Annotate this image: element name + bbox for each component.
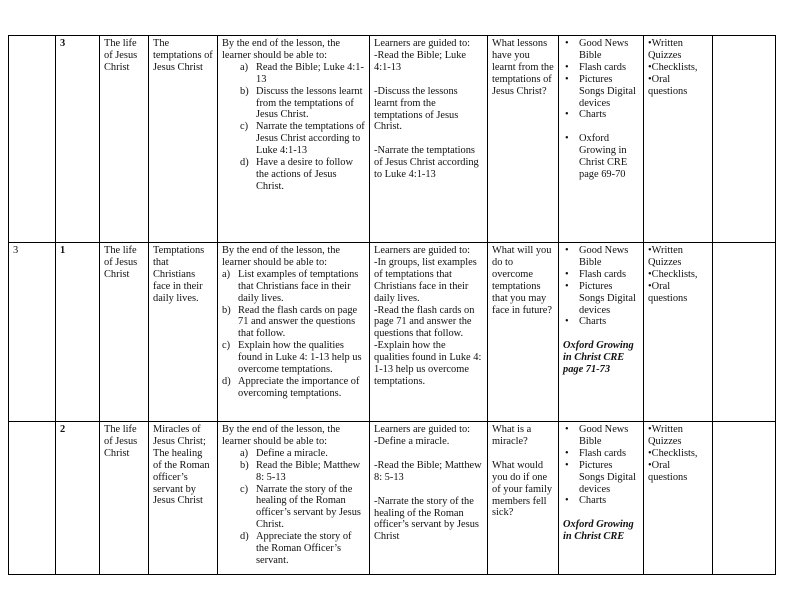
assessment-cell xyxy=(644,422,713,575)
resource-text: Charts xyxy=(579,109,607,121)
objective-text: Define a miracle. xyxy=(256,447,328,459)
bullet-icon: • xyxy=(565,38,569,49)
experience-line: Learners are guided to: xyxy=(374,424,471,435)
objective-text: Read the Bible; Luke 4:1-13 xyxy=(256,61,364,85)
objective-label: a) xyxy=(240,447,249,459)
objective-text: Discuss the lessons learnt from the temptations of Jesus Christ. xyxy=(256,85,363,121)
inquiry-line: What lessons have you learnt from the temptations of Jesus Christ? xyxy=(492,38,554,97)
resources-cell xyxy=(559,422,644,575)
learning-experiences-cell xyxy=(370,422,488,575)
resource-text: Flash cards xyxy=(579,61,627,73)
bullet-icon: • xyxy=(565,109,569,121)
bullet-icon: • xyxy=(565,316,569,328)
remarks-cell xyxy=(713,243,776,422)
resource-book: Oxford Growing in Christ CRE xyxy=(563,519,634,543)
objective-label: a) xyxy=(240,61,249,73)
bullet-icon: • xyxy=(565,133,569,145)
assessment-cell xyxy=(644,36,713,243)
strand-cell: The life of Jesus Christ xyxy=(100,422,149,575)
resource-item xyxy=(563,495,639,507)
experience-line: -Read the Bible; Matthew 8: 5-13 xyxy=(374,459,482,483)
inquiry-question-cell xyxy=(488,243,559,422)
resource-item xyxy=(563,316,639,328)
objective-label: a) xyxy=(222,268,231,280)
objective-text: List examples of temptations that Christians face in their daily lives. xyxy=(238,268,359,304)
objective-item xyxy=(240,121,365,157)
resource-text: Oxford Growing in Christ CRE page 69-70 xyxy=(579,133,628,181)
resource-text: Pictures Songs Digital devices xyxy=(579,280,636,316)
inquiry-line: What would you do if one of your family members fell sick? xyxy=(492,459,553,519)
resource-item xyxy=(563,38,639,62)
objectives-intro: By the end of the lesson, the learner should be able to: xyxy=(222,424,341,447)
objective-label: d) xyxy=(222,375,231,387)
bullet-icon: • xyxy=(565,245,569,256)
objective-item xyxy=(240,62,365,86)
bullet-icon: • xyxy=(565,268,569,280)
objectives-list xyxy=(222,448,365,567)
experience-line: Learners are guided to: xyxy=(374,245,471,256)
objective-item xyxy=(222,340,365,376)
lesson-cell: 2 xyxy=(56,422,100,575)
resource-item xyxy=(563,424,639,448)
objectives-list xyxy=(222,62,365,193)
objective-item xyxy=(240,86,365,122)
objective-item xyxy=(222,269,365,305)
remarks-cell xyxy=(713,36,776,243)
objectives-intro: By the end of the lesson, the learner should be able to: xyxy=(222,245,341,268)
resource-item xyxy=(563,269,639,281)
assessment-item: •Checklists, xyxy=(648,447,698,459)
objective-label: d) xyxy=(240,531,249,543)
spacer xyxy=(492,448,554,460)
spacer xyxy=(563,507,639,519)
spacer xyxy=(374,133,483,145)
bullet-icon: • xyxy=(565,459,569,471)
resource-item xyxy=(563,460,639,496)
resource-text: Flash cards xyxy=(579,447,627,459)
resource-item xyxy=(563,109,639,121)
experience-line: -Read the Bible; Luke 4:1-13 xyxy=(374,49,467,73)
objective-label: b) xyxy=(222,304,231,316)
remarks-cell xyxy=(713,422,776,575)
objectives-cell xyxy=(218,36,370,243)
assessment-item: •Checklists, xyxy=(648,61,698,73)
objective-label: c) xyxy=(240,121,249,133)
spacer xyxy=(374,448,483,460)
objectives-intro: By the end of the lesson, the learner should be able to: xyxy=(222,38,341,61)
lesson-cell: 3 xyxy=(56,36,100,243)
experience-line: -Read the flash cards on page 71 and answer the questions that follow. xyxy=(374,304,475,340)
resource-book: Oxford Growing in Christ CRE page 71-73 xyxy=(563,340,634,376)
sub-strand-cell: The temptations of Jesus Christ xyxy=(149,36,218,243)
spacer xyxy=(374,74,483,86)
objectives-cell xyxy=(218,422,370,575)
learning-experiences-cell xyxy=(370,243,488,422)
bullet-icon: • xyxy=(565,61,569,73)
objective-text: Explain how the qualities found in Luke 4: 1-13 help us overcome temptations. xyxy=(238,340,362,376)
spacer xyxy=(563,121,639,133)
experience-line: -Explain how the qualities found in Luke 4: 1-13 help us overcome temptations. xyxy=(374,340,482,387)
sub-strand-cell: Miracles of Jesus Christ; The healing of the Roman officer’s servant by Jesus Christ xyxy=(149,422,218,575)
week-cell xyxy=(9,422,56,575)
experience-line: -Narrate the story of the healing of the Roman officer’s servant by Jesus Christ xyxy=(374,495,479,543)
lesson-cell: 1 xyxy=(56,243,100,422)
objective-label: c) xyxy=(222,340,231,352)
resource-text: Good News Bible xyxy=(579,38,629,61)
objective-item xyxy=(240,460,365,484)
week-cell xyxy=(9,36,56,243)
resource-text: Good News Bible xyxy=(579,424,629,447)
spacer xyxy=(374,484,483,496)
inquiry-line: What is a miracle? xyxy=(492,424,532,447)
resources-cell xyxy=(559,36,644,243)
learning-experiences-cell xyxy=(370,36,488,243)
resource-text: Charts xyxy=(579,316,607,328)
resource-item xyxy=(563,245,639,269)
objective-item xyxy=(240,484,365,532)
assessment-item: •Written Quizzes xyxy=(648,245,683,268)
bullet-icon: • xyxy=(565,280,569,292)
bullet-icon: • xyxy=(565,73,569,85)
objective-label: c) xyxy=(240,483,249,495)
assessment-item: •Oral questions xyxy=(648,459,688,483)
lesson-plan-table xyxy=(8,35,776,575)
experience-line: -Define a miracle. xyxy=(374,435,450,447)
table-row xyxy=(9,422,776,575)
objectives-cell xyxy=(218,243,370,422)
assessment-item: •Written Quizzes xyxy=(648,424,683,447)
bullet-icon: • xyxy=(565,424,569,435)
resource-text: Good News Bible xyxy=(579,245,629,268)
objective-text: Narrate the story of the healing of the Roman officer’s servant by Jesus Christ. xyxy=(256,483,361,531)
objective-text: Appreciate the importance of overcoming temptations. xyxy=(238,375,360,399)
inquiry-question-cell xyxy=(488,36,559,243)
assessment-item: •Oral questions xyxy=(648,280,688,304)
resource-item xyxy=(563,448,639,460)
objective-item xyxy=(240,531,365,567)
table-row xyxy=(9,36,776,243)
objective-item xyxy=(222,305,365,341)
objective-item xyxy=(222,376,365,400)
inquiry-line: What will you do to overcome temptations that you may face in future? xyxy=(492,245,552,316)
sub-strand-cell: Temptations that Christians face in their daily lives. xyxy=(149,243,218,422)
objective-label: d) xyxy=(240,157,249,169)
assessment-item: •Oral questions xyxy=(648,73,688,97)
objective-text: Read the flash cards on page 71 and answer the questions that follow. xyxy=(238,304,358,340)
resource-item xyxy=(563,133,639,181)
resource-item xyxy=(563,74,639,110)
experience-line: -In groups, list examples of temptations that Christians face in their daily lives. xyxy=(374,256,477,304)
objective-label: b) xyxy=(240,459,249,471)
bullet-icon: • xyxy=(565,447,569,459)
strand-cell: The life of Jesus Christ xyxy=(100,243,149,422)
spacer xyxy=(563,328,639,340)
objective-label: b) xyxy=(240,85,249,97)
objective-text: Appreciate the story of the Roman Officer’s servant. xyxy=(256,531,352,566)
experience-line: -Discuss the lessons learnt from the temptations of Jesus Christ. xyxy=(374,85,459,133)
assessment-item: •Checklists, xyxy=(648,268,698,280)
week-cell: 3 xyxy=(9,243,56,422)
objective-text: Have a desire to follow the actions of Jesus Christ. xyxy=(256,157,353,192)
table-row xyxy=(9,243,776,422)
objective-text: Read the Bible; Matthew 8: 5-13 xyxy=(256,459,361,483)
objective-item xyxy=(240,157,365,193)
experience-line: Learners are guided to: xyxy=(374,38,471,49)
bullet-icon: • xyxy=(565,495,569,507)
resource-item xyxy=(563,281,639,317)
strand-cell: The life of Jesus Christ xyxy=(100,36,149,243)
objective-text: Narrate the temptations of Jesus Christ according to Luke 4:1-13 xyxy=(256,121,365,157)
objective-item xyxy=(240,448,365,460)
resource-text: Flash cards xyxy=(579,268,627,280)
assessment-cell xyxy=(644,243,713,422)
resource-text: Pictures Songs Digital devices xyxy=(579,459,636,495)
resource-text: Pictures Songs Digital devices xyxy=(579,73,636,109)
resource-text: Charts xyxy=(579,495,607,507)
inquiry-question-cell xyxy=(488,422,559,575)
resources-cell xyxy=(559,243,644,422)
resource-item xyxy=(563,62,639,74)
objectives-list xyxy=(222,269,365,400)
assessment-item: •Written Quizzes xyxy=(648,38,683,61)
experience-line: -Narrate the temptations of Jesus Christ according to Luke 4:1-13 xyxy=(374,145,479,181)
